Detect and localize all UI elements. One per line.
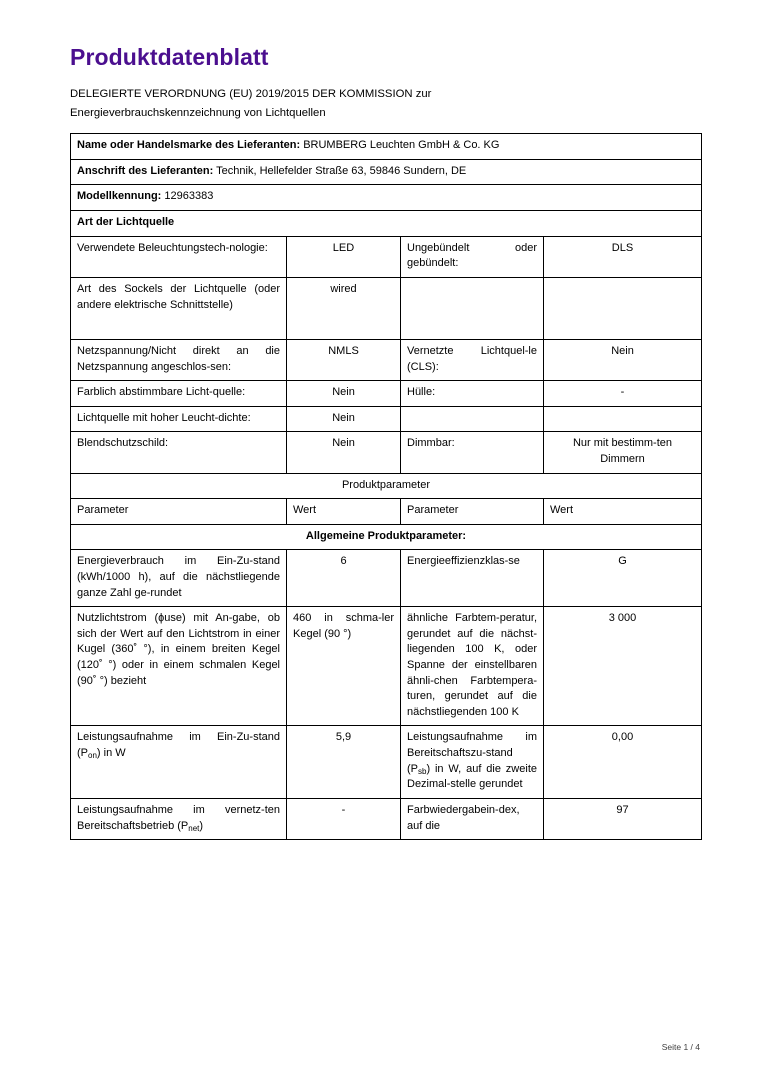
regulation-subtitle — [70, 85, 700, 122]
supplier-name-value: BRUMBERG Leuchten GmbH & Co. KG — [303, 139, 500, 152]
table-row — [71, 607, 702, 726]
cell-value: Nein — [544, 339, 702, 380]
table-row — [71, 381, 702, 407]
header-parameter-1: Parameter — [71, 499, 287, 525]
cell-label: Art des Sockels der Lichtquelle (oder andere elektrische Schnittstelle) — [71, 277, 287, 339]
cell-label: Verwendete Beleuchtungstech-nologie: — [71, 236, 287, 277]
table-row — [71, 406, 702, 432]
supplier-name-label: Name oder Handelsmarke des Lieferanten: — [77, 139, 301, 152]
header-parameter-2: Parameter — [401, 499, 544, 525]
cell-label: Farblich abstimmbare Licht-quelle: — [71, 381, 287, 407]
cell-value: wired — [287, 277, 401, 339]
section-general-product-parameters: Allgemeine Produktparameter: — [71, 524, 702, 550]
cell-value: 0,00 — [544, 726, 702, 798]
cell-label: Leistungsaufnahme im vernetz-ten Bereitschaftsbetrieb $(P_{net})$ — [71, 798, 287, 839]
table-row — [71, 726, 702, 798]
cell-value: 460 in schma-ler Kegel (90 °) — [287, 607, 401, 726]
cell-value: 5,9 — [287, 726, 401, 798]
cell-value — [544, 406, 702, 432]
cell-value: 97 — [544, 798, 702, 839]
cell-value: LED — [287, 236, 401, 277]
supplier-address-label: Anschrift des Lieferanten: — [77, 164, 214, 177]
cell-label — [401, 406, 544, 432]
cell-label — [401, 277, 544, 339]
cell-value: Nein — [287, 381, 401, 407]
page-title: Produktdatenblatt — [70, 44, 269, 70]
datasheet-table — [70, 133, 702, 840]
cell-label: Leistungsaufnahme im Ein-Zu-stand $(P_{on})$ in W — [71, 726, 287, 798]
model-value: 12963383 — [164, 190, 214, 203]
table-row-parameter-headers — [71, 499, 702, 525]
section-light-source-type: Art der Lichtquelle — [71, 211, 702, 237]
regulation-subtitle-line1: DELEGIERTE VERORDNUNG (EU) 2019/2015 DER KOMMISSION zur — [70, 88, 432, 100]
table-row — [71, 339, 702, 380]
table-row-section-product-parameters — [71, 473, 702, 499]
cell-label: Nutzlichtstrom (ɸuse) mit An-gabe, ob sich der Wert auf den Lichtstrom in einer Kugel (360˚ °), in einem breiten Kegel (120˚ °) oder in einem schmalen Kegel (90˚ °) bezieht — [71, 607, 287, 726]
cell-label: Netzspannung/Nicht direkt an die Netzspannung angeschlos-sen: — [71, 339, 287, 380]
cell-label: Blendschutzschild: — [71, 432, 287, 473]
cell-label: Farbwiedergabein-dex, auf die — [401, 798, 544, 839]
model-label: Modellkennung: — [77, 190, 162, 203]
cell-label: Hülle: — [401, 381, 544, 407]
regulation-subtitle-line2: Energieverbrauchskennzeichnung von Lichtquellen — [70, 106, 326, 119]
cell-label: Vernetzte Lichtquel-le (CLS): — [401, 339, 544, 380]
cell-label: ähnliche Farbtem-peratur, gerundet auf die nächst-liegenden 100 K, oder Spanne der einstellbaren ähnli-chen Farbtempera-turen, gerundet auf die nächstliegenden 100 K — [401, 607, 544, 726]
header-value-2: Wert — [544, 499, 702, 525]
cell-label: Ungebündelt oder gebündelt: — [401, 236, 544, 277]
cell-value: - — [544, 381, 702, 407]
cell-label: Leistungsaufnahme im Bereitschaftszu-stand $(P_{sb})$ in W, auf die zweite Dezimal-stelle gerundet — [401, 726, 544, 798]
header-value-1: Wert — [287, 499, 401, 525]
page-footer: Seite 1 / 4 — [661, 1042, 700, 1052]
table-row — [71, 277, 702, 339]
table-row-supplier-name — [71, 134, 702, 160]
table-row — [71, 798, 702, 839]
cell-value: DLS — [544, 236, 702, 277]
cell-value: - — [287, 798, 401, 839]
supplier-address-value: Technik, Hellefelder Straße 63, 59846 Sundern, DE — [216, 164, 467, 177]
cell-value: Nur mit bestimm-ten Dimmern — [544, 432, 702, 473]
table-row-supplier-address — [71, 159, 702, 185]
cell-value: G — [544, 550, 702, 607]
table-row-section-general — [71, 524, 702, 550]
cell-value: 6 — [287, 550, 401, 607]
table-row — [71, 432, 702, 473]
table-row — [71, 550, 702, 607]
cell-label: Lichtquelle mit hoher Leucht-dichte: — [71, 406, 287, 432]
cell-label: Dimmbar: — [401, 432, 544, 473]
table-row-section-light-source — [71, 211, 702, 237]
section-product-parameters: Produktparameter — [71, 473, 702, 499]
cell-value: 3 000 — [544, 607, 702, 726]
cell-value: Nein — [287, 406, 401, 432]
table-row — [71, 236, 702, 277]
cell-label: Energieverbrauch im Ein-Zu-stand (kWh/1000 h), auf die nächstliegende ganze Zahl ge-rundet — [71, 550, 287, 607]
cell-label: Energieeffizienzklas-se — [401, 550, 544, 607]
table-row-model — [71, 185, 702, 211]
cell-value — [544, 277, 702, 339]
cell-value: NMLS — [287, 339, 401, 380]
cell-value: Nein — [287, 432, 401, 473]
